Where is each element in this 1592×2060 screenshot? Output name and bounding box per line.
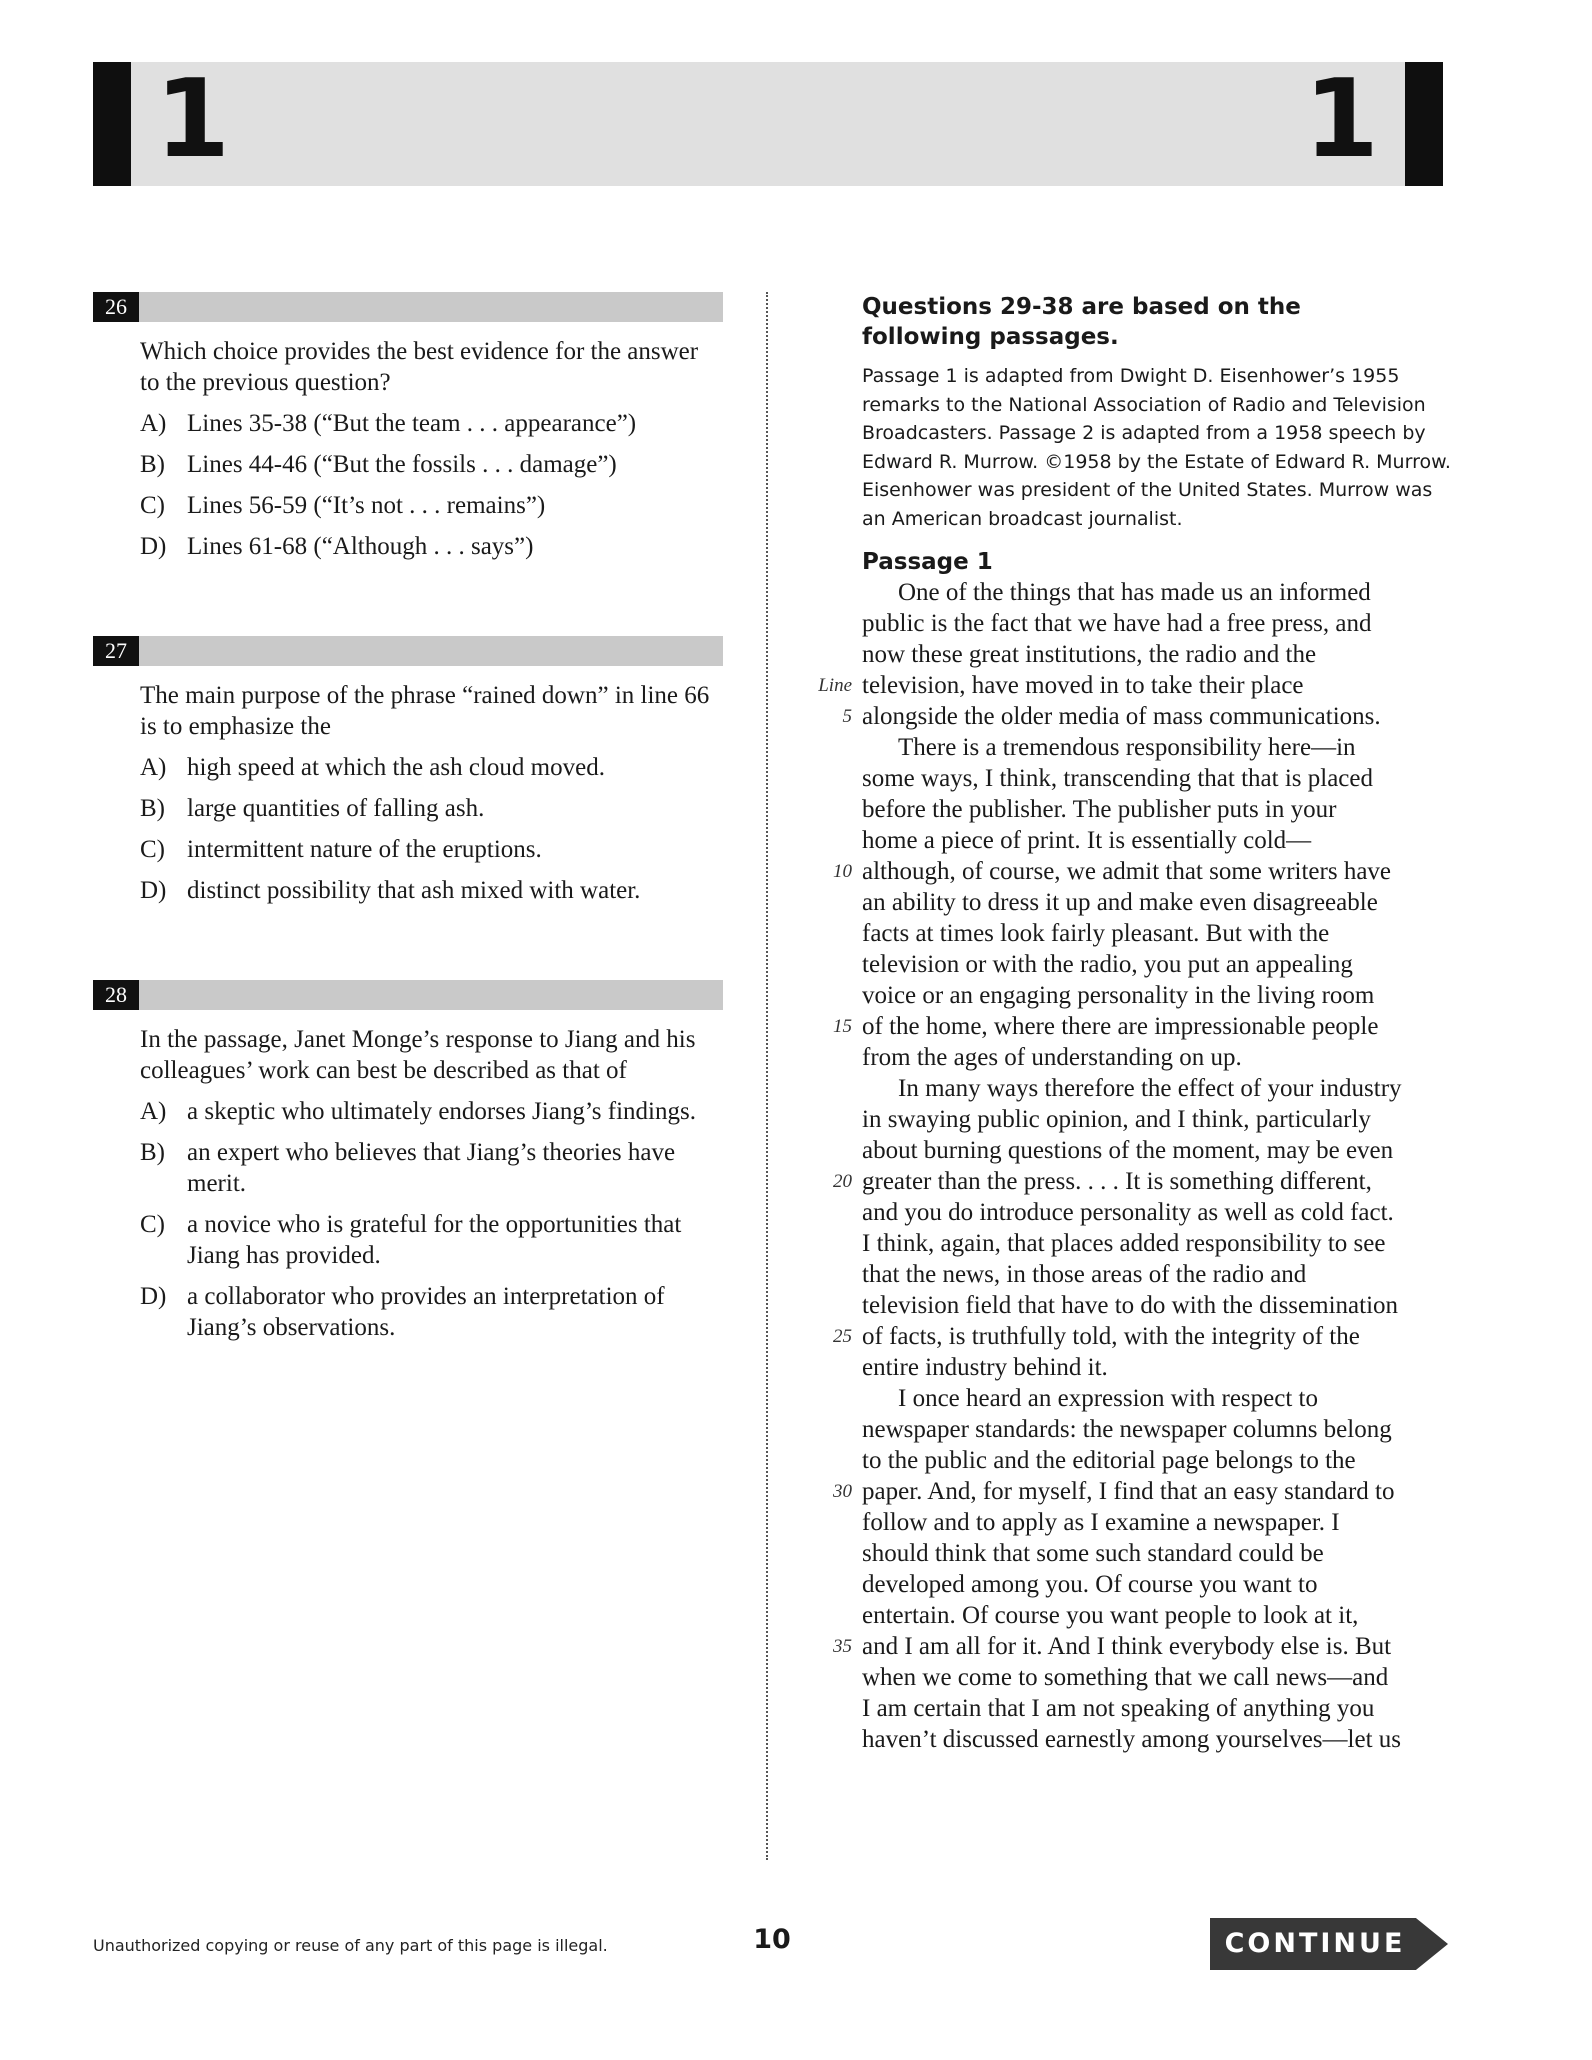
passage-line-text: greater than the press. . . . It is something different,	[862, 1168, 1372, 1195]
passage-line	[862, 1662, 1457, 1693]
passage-line	[862, 1693, 1457, 1724]
passage-line-text: some ways, I think, transcending that that is placed	[862, 765, 1373, 792]
passage-line-text: developed among you. Of course you want to	[862, 1571, 1318, 1598]
choice-b[interactable]	[140, 1137, 723, 1199]
page-number: 10	[753, 1924, 791, 1955]
passage-line-text: before the publisher. The publisher puts in your	[862, 796, 1337, 823]
passage-line	[862, 1724, 1457, 1755]
passage-line-text: although, of course, we admit that some writers have	[862, 858, 1392, 885]
passage-line	[862, 1507, 1457, 1538]
choice-d[interactable]	[140, 1281, 723, 1343]
passage-line-text: in swaying public opinion, and I think, particularly	[862, 1106, 1371, 1133]
passage-line	[833, 1631, 1457, 1662]
line-number-label: 35	[833, 1636, 852, 1657]
choice-c[interactable]	[140, 1209, 723, 1271]
passage-line-text: There is a tremendous responsibility here—in	[898, 734, 1356, 761]
choice-d[interactable]	[140, 531, 723, 562]
question-number: 26	[93, 292, 139, 322]
line-number-label: 10	[833, 861, 852, 882]
passage-line	[862, 1073, 1457, 1104]
passage-line-text: I once heard an expression with respect to	[898, 1385, 1318, 1412]
question-stem: In the passage, Janet Monge’s response to Jiang and his colleagues’ work can best be described as that of	[140, 1026, 696, 1084]
choice-letter: C)	[140, 492, 165, 519]
choice-letter: B)	[140, 451, 165, 478]
copyright-notice: Unauthorized copying or reuse of any part of this page is illegal.	[93, 1936, 608, 1955]
line-number-label: 5	[842, 706, 852, 727]
passage-line-text: One of the things that has made us an informed	[898, 579, 1371, 606]
choice-d[interactable]	[140, 875, 723, 906]
line-number-label: 20	[833, 1171, 852, 1192]
passage-line-text: from the ages of understanding on up.	[862, 1044, 1242, 1071]
passage-line-text: home a piece of print. It is essentially cold—	[862, 827, 1312, 854]
passage-line-text: should think that some such standard could be	[862, 1540, 1324, 1567]
column-divider	[766, 292, 768, 1860]
passage-line	[862, 980, 1457, 1011]
passage-line-text: when we come to something that we call news—and	[862, 1664, 1389, 1691]
passage-intro-heading: Questions 29-38 are based on the following passages.	[862, 294, 1301, 350]
passage-line	[862, 1600, 1457, 1631]
choice-letter: D)	[140, 533, 167, 560]
choice-text: Lines 35-38 (“But the team . . . appearance”)	[187, 410, 637, 437]
choice-c[interactable]	[140, 490, 723, 521]
question-27	[93, 636, 723, 916]
choice-text: large quantities of falling ash.	[187, 795, 485, 822]
passage-line-text: to the public and the editorial page belongs to the	[862, 1447, 1356, 1474]
continue-label: CONTINUE	[1224, 1928, 1406, 1959]
passage-line-text: alongside the older media of mass communications.	[862, 703, 1381, 730]
passage-line-text: of facts, is truthfully told, with the integrity of the	[862, 1323, 1360, 1350]
passage-line-text: television field that have to do with the dissemination	[862, 1292, 1399, 1319]
passage-line	[862, 1228, 1457, 1259]
choice-letter: A)	[140, 1098, 167, 1125]
passage-line-text: and you do introduce personality as well as cold fact.	[862, 1199, 1394, 1226]
passage-line	[862, 949, 1457, 980]
passage-line	[862, 1569, 1457, 1600]
answer-choices	[140, 1096, 723, 1343]
passage-line-text: and I am all for it. And I think everybody else is. But	[862, 1633, 1392, 1660]
passage-column	[818, 292, 1457, 1755]
passage-line	[862, 1414, 1457, 1445]
choice-text: Lines 44-46 (“But the fossils . . . damage”)	[187, 451, 617, 478]
passage-line-text: I am certain that I am not speaking of anything you	[862, 1695, 1375, 1722]
choice-letter: A)	[140, 410, 167, 437]
passage-line-text: television, have moved in to take their place	[862, 672, 1304, 699]
choice-a[interactable]	[140, 752, 723, 783]
passage-line	[862, 825, 1457, 856]
choice-text: a novice who is grateful for the opportunities that Jiang has provided.	[187, 1211, 682, 1269]
choice-letter: B)	[140, 1139, 165, 1166]
passage-line	[842, 701, 1457, 732]
question-bar	[93, 636, 723, 666]
passage-intro-description: Passage 1 is adapted from Dwight D. Eisenhower’s 1955 remarks to the National Association of Radio and Television Broadcasters. Passage 2 is adapted from a 1958 speech by Edward R. Murrow. ©1958 by the Estate of Edward R. Murrow. Eisenhower was president of the United States. Murrow was an American broadcast journalist.	[862, 365, 1451, 530]
line-number-label: 25	[833, 1326, 852, 1347]
passage-line	[862, 1352, 1457, 1383]
passage-line-text: In many ways therefore the effect of your industry	[898, 1075, 1402, 1102]
passage-line-text: about burning questions of the moment, may be even	[862, 1137, 1394, 1164]
choice-c[interactable]	[140, 834, 723, 865]
passage-line	[833, 1476, 1457, 1507]
passage-line	[862, 732, 1457, 763]
passage-line	[818, 670, 1457, 701]
passage-line-text: haven’t discussed earnestly among yourselves—let us	[862, 1726, 1402, 1753]
passage-line	[862, 1197, 1457, 1228]
passage-line-text: follow and to apply as I examine a newspaper. I	[862, 1509, 1340, 1536]
section-number-right: 1	[1303, 57, 1379, 182]
passage-line-text: of the home, where there are impressionable people	[862, 1013, 1379, 1040]
passage-line-text: voice or an engaging personality in the living room	[862, 982, 1375, 1009]
question-stem: Which choice provides the best evidence for the answer to the previous question?	[140, 338, 699, 396]
passage-line	[862, 763, 1457, 794]
passage-line-text: entire industry behind it.	[862, 1354, 1108, 1381]
choice-letter: D)	[140, 877, 167, 904]
question-bar	[93, 980, 723, 1010]
line-number-label: Line	[818, 675, 852, 696]
line-number-label: 15	[833, 1016, 852, 1037]
choice-text: a skeptic who ultimately endorses Jiang’s findings.	[187, 1098, 696, 1125]
question-26	[93, 292, 723, 572]
choice-text: distinct possibility that ash mixed with water.	[187, 877, 641, 904]
passage-line-text: entertain. Of course you want people to look at it,	[862, 1602, 1359, 1629]
choice-letter: C)	[140, 1211, 165, 1238]
section-number-left: 1	[155, 57, 231, 182]
choice-text: intermittent nature of the eruptions.	[187, 836, 542, 863]
passage-line	[862, 1383, 1457, 1414]
passage-line	[862, 1042, 1457, 1073]
passage-line	[833, 1011, 1457, 1042]
passage-line-text: facts at times look fairly pleasant. But with the	[862, 920, 1330, 947]
choice-b[interactable]	[140, 793, 723, 824]
passage-line	[833, 1166, 1457, 1197]
choice-text: high speed at which the ash cloud moved.	[187, 754, 605, 781]
continue-button[interactable]	[1210, 1918, 1448, 1970]
header-bar-right	[1405, 62, 1443, 186]
passage-line	[862, 1538, 1457, 1569]
choice-letter: D)	[140, 1283, 167, 1310]
question-28	[93, 980, 723, 1353]
passage-line-text: paper. And, for myself, I find that an easy standard to	[862, 1478, 1395, 1505]
passage-line	[862, 577, 1457, 608]
passage-line	[862, 1259, 1457, 1290]
passage-line	[862, 1290, 1457, 1321]
choice-letter: B)	[140, 795, 165, 822]
passage-line	[862, 1104, 1457, 1135]
question-stem: The main purpose of the phrase “rained down” in line 66 is to emphasize the	[140, 682, 710, 740]
passage-line	[833, 1321, 1457, 1352]
passage-line	[862, 608, 1457, 639]
passage-line-text: television or with the radio, you put an appealing	[862, 951, 1353, 978]
passage-1-text	[818, 577, 1457, 1755]
choice-letter: A)	[140, 754, 167, 781]
answer-choices	[140, 408, 723, 562]
passage-line-text: newspaper standards: the newspaper columns belong	[862, 1416, 1392, 1443]
passage-line	[862, 1135, 1457, 1166]
passage-line	[862, 639, 1457, 670]
passage-line-text: that the news, in those areas of the radio and	[862, 1261, 1307, 1288]
choice-letter: C)	[140, 836, 165, 863]
passage-1-heading: Passage 1	[862, 549, 993, 575]
passage-line	[862, 794, 1457, 825]
choice-a[interactable]	[140, 1096, 723, 1127]
choice-text: an expert who believes that Jiang’s theories have merit.	[187, 1139, 676, 1197]
passage-line-text: public is the fact that we have had a free press, and	[862, 610, 1372, 637]
passage-line-text: now these great institutions, the radio and the	[862, 641, 1317, 668]
question-number: 28	[93, 980, 139, 1010]
choice-b[interactable]	[140, 449, 723, 480]
question-bar	[93, 292, 723, 322]
choice-text: a collaborator who provides an interpretation of Jiang’s observations.	[187, 1283, 665, 1341]
passage-line	[862, 1445, 1457, 1476]
section-header	[93, 57, 1443, 186]
choice-text: Lines 61-68 (“Although . . . says”)	[187, 533, 534, 560]
passage-line	[862, 918, 1457, 949]
passage-line-text: I think, again, that places added responsibility to see	[862, 1230, 1386, 1257]
answer-choices	[140, 752, 723, 906]
line-number-label: 30	[833, 1481, 852, 1502]
passage-line	[833, 856, 1457, 887]
header-bar-left	[93, 62, 131, 186]
passage-line	[862, 887, 1457, 918]
choice-a[interactable]	[140, 408, 723, 439]
question-number: 27	[93, 636, 139, 666]
passage-line-text: an ability to dress it up and make even disagreeable	[862, 889, 1378, 916]
choice-text: Lines 56-59 (“It’s not . . . remains”)	[187, 492, 546, 519]
